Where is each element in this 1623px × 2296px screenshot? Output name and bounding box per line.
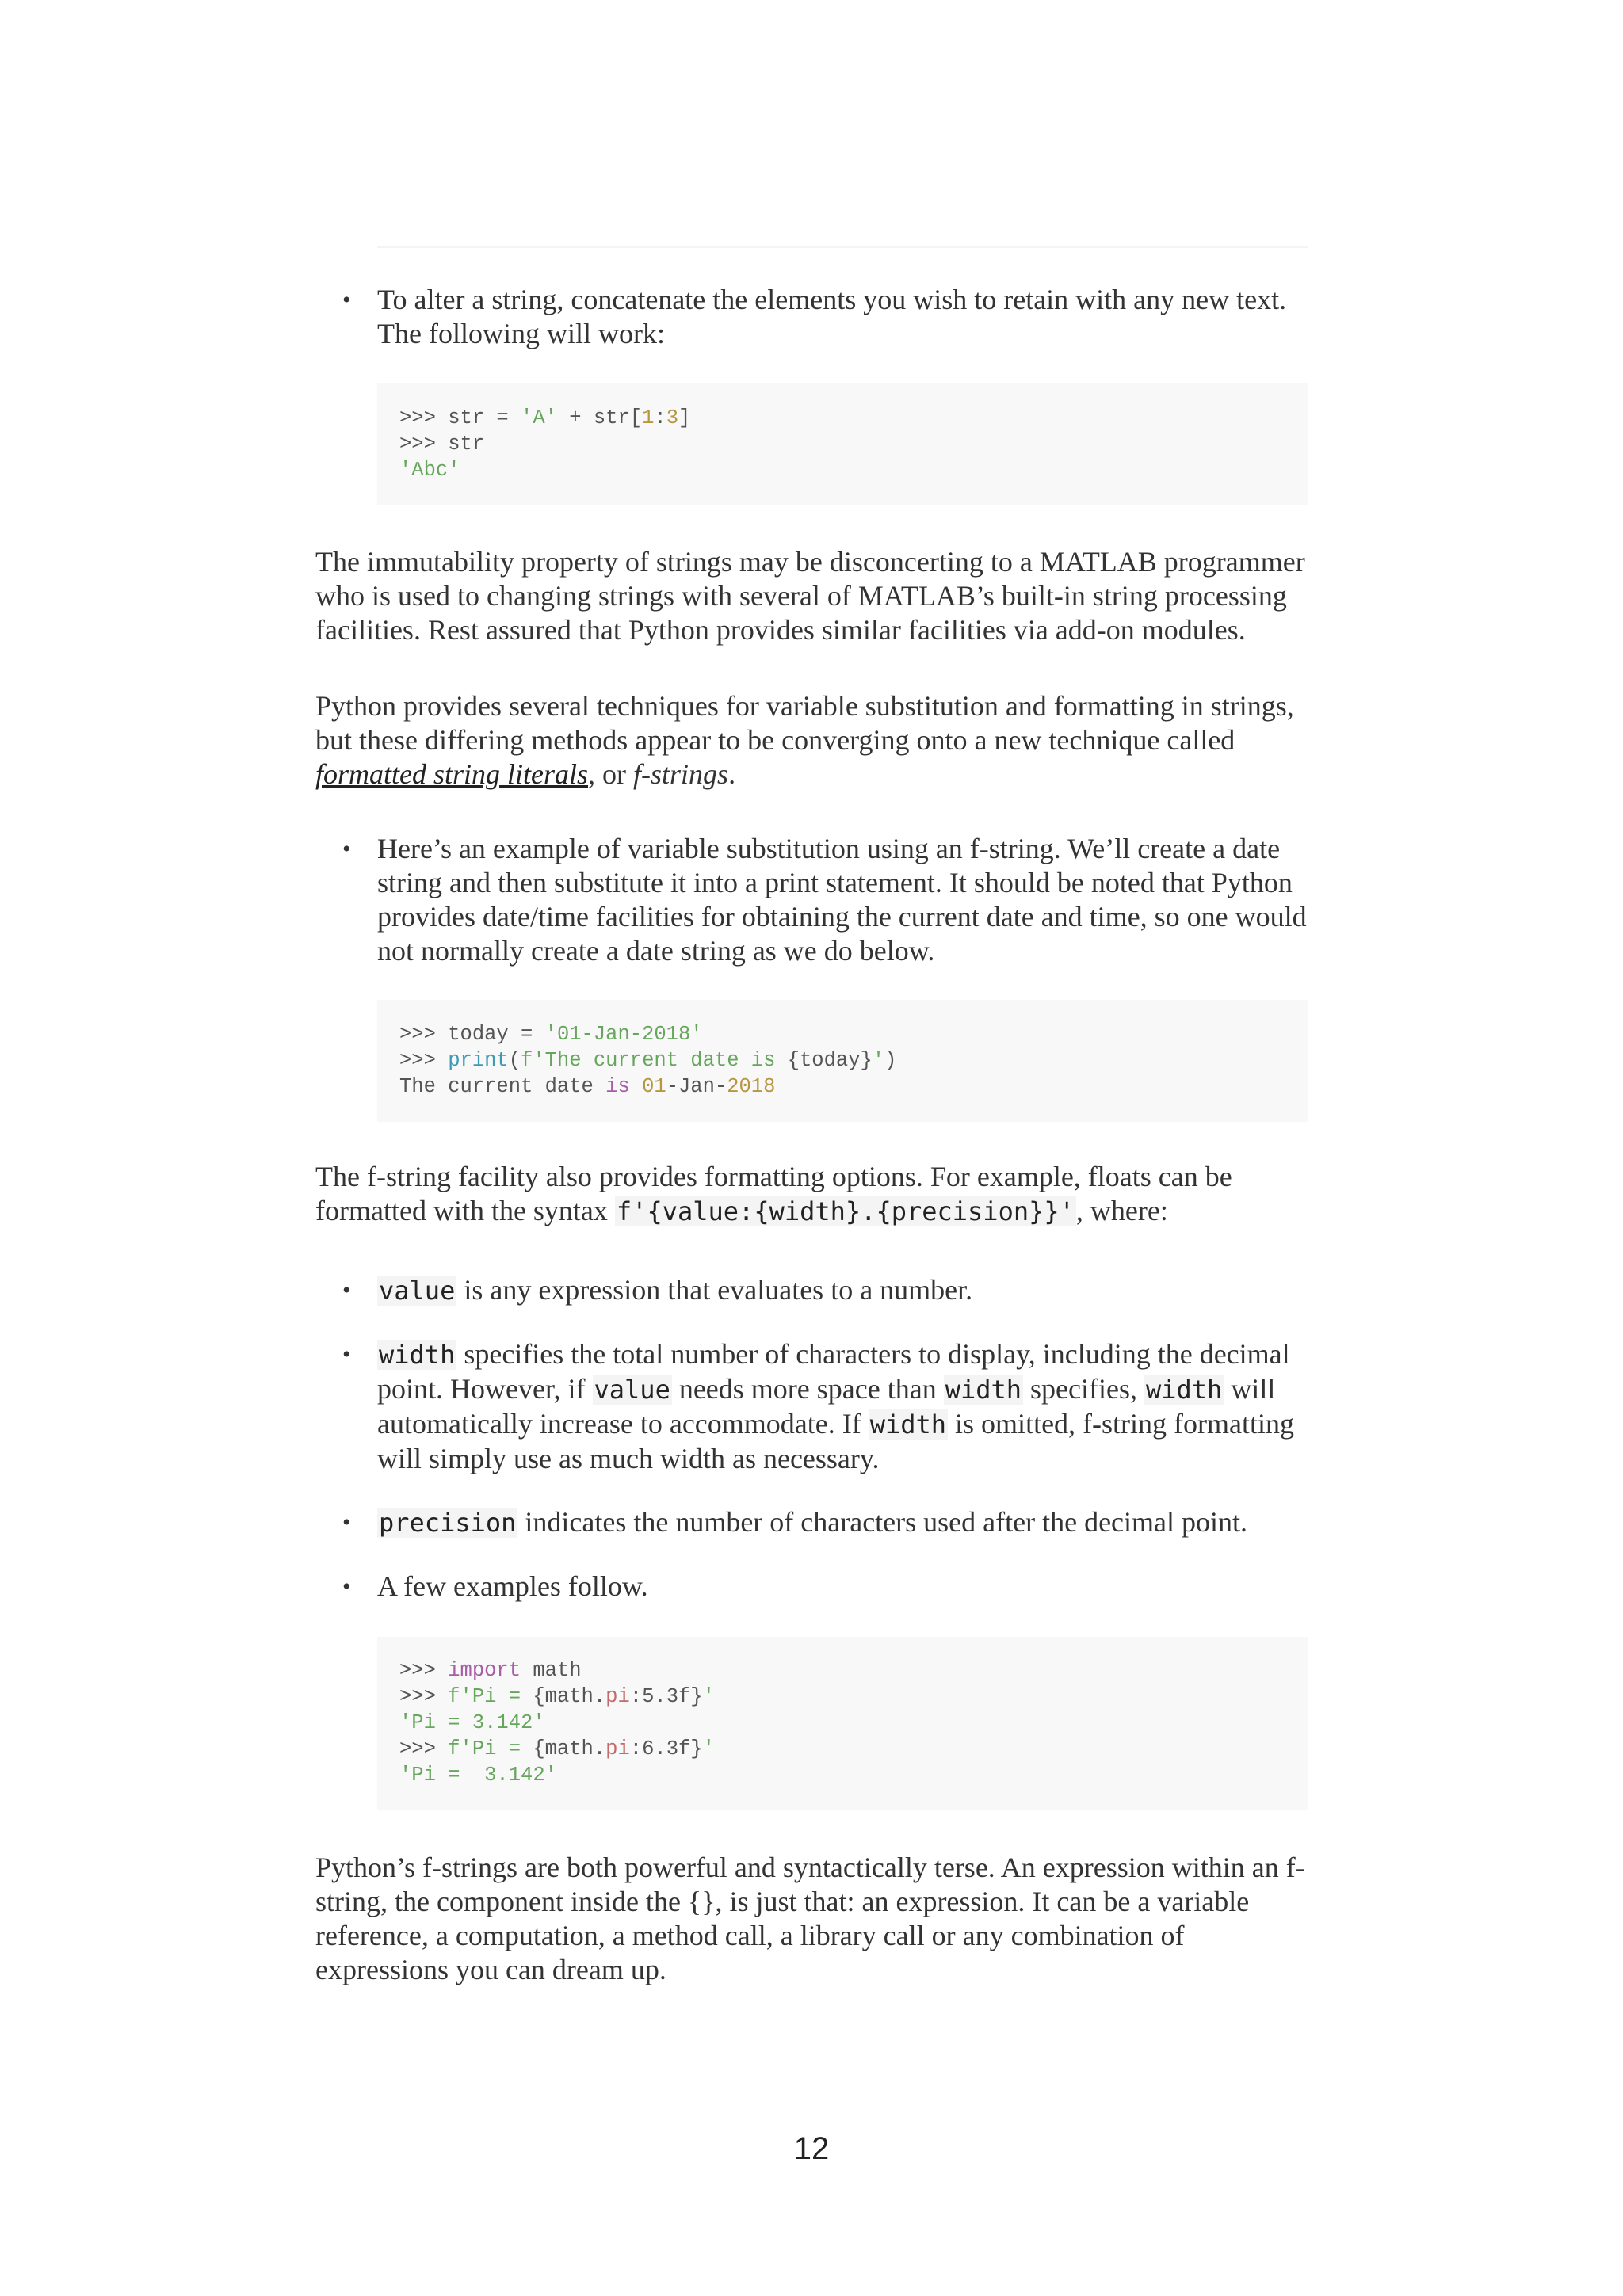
paragraph-terse: Python’s f-strings are both powerful and syntactically terse. An expression within an f-string, the component inside the {}, is just that: an expression. It can be a variable reference, a computation, a method call, a library call or any combination of expressions you can dream up. [315,1852,1305,1985]
bullet-marker: • [342,287,351,313]
code-line: >>> str = 'A' + str[1:3] [399,406,691,429]
code-line: >>> str [399,433,485,456]
code-line: >>> print(f'The current date is {today}') [399,1049,897,1072]
inline-code-width: width [379,1340,456,1370]
bullet-text: width specifies the total number of characters to display, including the decimal point. However, if value needs more space than width specifies, width will automatically increase to accommodate. If width is omitted, f-string formatting will simply use as much width as necessary. [377,1338,1294,1474]
inline-code-value: value [379,1276,456,1306]
bullet-text: value is any expression that evaluates to a number. [379,1274,973,1306]
bullet-marker: • [342,1341,351,1367]
bullet-text: precision indicates the number of characters used after the decimal point. [379,1506,1248,1538]
bullet-marker: • [342,1277,351,1303]
code-block-math-pi [377,1637,1308,1810]
code-line: >>> import math [399,1659,582,1682]
bullet-marker: • [342,1573,351,1600]
code-line: >>> f'Pi = {math.pi:6.3f}' [399,1737,715,1760]
formatted-string-literals-link[interactable]: formatted string literals [315,758,589,790]
code-block-concatenate [377,383,1308,505]
paragraph-techniques: Python provides several techniques for variable substitution and formatting in strings, but these differing methods appear to be converging onto a new technique called formatted string literals, or f-strings. [315,690,1294,790]
inline-code-width: width [869,1409,947,1440]
inline-code-precision: precision [379,1508,517,1538]
code-line: >>> f'Pi = {math.pi:5.3f}' [399,1685,715,1708]
paragraph-immutability: The immutability property of strings may be disconcerting to a MATLAB programmer who is used to changing strings with several of MATLAB’s built-in string processing facilities. Rest assured that Python provides similar facilities via add-on modules. [315,546,1305,646]
bullet-marker: • [342,836,351,862]
code-line: The current date is 01-Jan-2018 [399,1075,776,1098]
code-line: 'Abc' [399,459,460,482]
inline-code-value: value [594,1375,670,1405]
code-line: 'Pi = 3.142' [399,1764,557,1787]
top-divider [377,246,1308,248]
bullet-text: To alter a string, concatenate the elements you wish to retain with any new text. The following will work: [377,284,1287,349]
bullet-text: A few examples follow. [377,1570,648,1602]
bullet-marker: • [342,1509,351,1535]
inline-code-syntax: f'{value:{width}.{precision}}' [616,1196,1075,1226]
paragraph-fstring-options: The f-string facility also provides formatting options. For example, floats can be formatted with the syntax f'{value:{width}.{precision}}', where: [315,1161,1232,1226]
inline-code-width: width [945,1375,1022,1405]
code-line: 'Pi = 3.142' [399,1711,545,1734]
code-line: >>> today = '01-Jan-2018' [399,1023,703,1046]
page-number: 12 [793,2131,830,2166]
bullet-text: Here’s an example of variable substitution using an f-string. We’ll create a date string and then substitute it into a print statement. It should be noted that Python provides date/time facilities for obtaining the current date and time, so one would not normally create a date string as we do below. [377,833,1307,967]
inline-code-width: width [1145,1375,1223,1405]
code-block-today [377,1000,1308,1122]
